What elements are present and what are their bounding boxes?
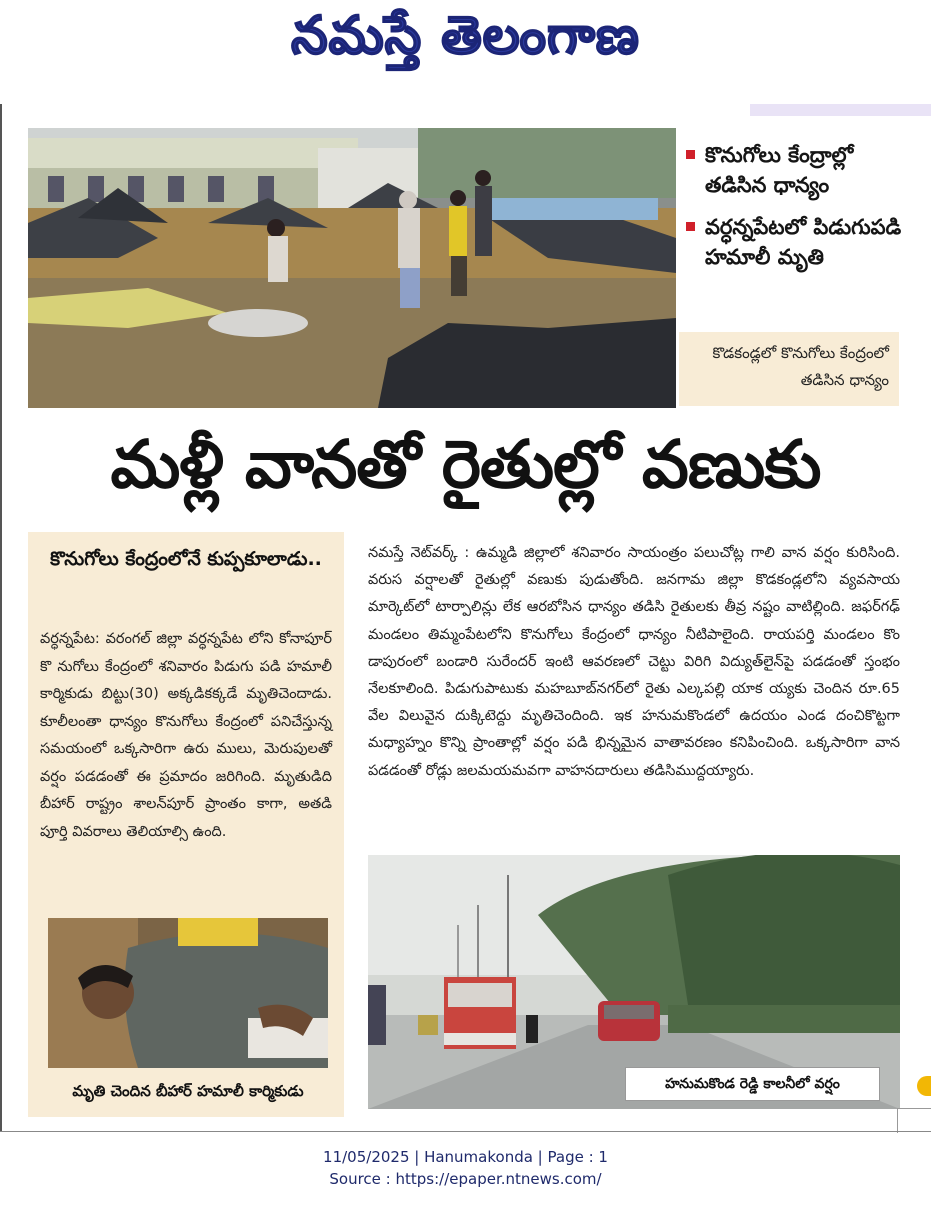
bullet-marker xyxy=(686,222,695,231)
newspaper-logo: నమస్తే తెలంగాణ xyxy=(291,6,640,66)
photo-caption: కొడకండ్లలో కొనుగోలు కేంద్రంలో తడిసిన ధాన్యం xyxy=(679,332,899,406)
footer-source: Source : https://epaper.ntnews.com/ xyxy=(329,1170,602,1188)
page-border-bottom xyxy=(0,1131,931,1132)
page-tab-marker xyxy=(917,1076,931,1096)
page-border-left xyxy=(0,104,2,1132)
footer xyxy=(0,1146,931,1190)
footer-edition-info: 11/05/2025 | Hanumakonda | Page : 1 xyxy=(323,1148,608,1166)
photo-caption: మృతి చెందిన బీహార్ హమాలీ కార్మికుడు xyxy=(72,1082,304,1100)
bullet-text: వర్ధన్నపేటలో పిడుగుపడి హమాలీ మృతి xyxy=(705,215,902,269)
masthead xyxy=(0,0,931,86)
main-story-text: నమస్తే నెట్‌వర్క్ : ఉమ్మడి జిల్లాలో శనివారం సాయంత్రం పలుచోట్ల గాలి వాన వర్షం కురిసింది. వరుస వర్షాలతో రైతుల్లో వణుకు పుడుతోంది. జనగామ జిల్లా కొడకండ్లలోని వ్యవసాయ మార్కెట్‌లో టార్పాలిన్లు లేక ఆరబోసిన ధాన్యం తడిసి రైతులకు తీవ్ర నష్టం వాటిల్లింది. జఫర్‌గఢ్ మండలం తిమ్మంపేటలోని కొనుగోలు కేంద్రంలో ధాన్యం నీటిపాలైంది. రాయపర్తి మండలం కొం డాపురంలో బండారి సురేందర్ ఇంటి ఆవరణలో చెట్టు విరిగి విద్యుత్‌లైన్‌పై పడడంతో స్తంభం నేలకూలింది. పిడుగుపాటుకు మహబూబ్‌నగర్‌లో రైతు ఎల్కపల్లి యాక య్యకు చెందిన రూ.65 వేల విలువైన దుక్కిటెద్దు మృతిచెందింది. ఇక హనుమకొండలో ఉదయం ఎండ దంచికొట్టగా మధ్యాహ్నం కొన్ని ప్రాంతాల్లో వర్షం పడి భిన్నమైన వాతావరణం కనిపించింది. ఒక్కసారిగా వాన పడడంతో రోడ్లు జలమయమవగా వాహనదారులు తడిసిముద్దయ్యారు. xyxy=(368,545,900,779)
photo-caption: హనుమకొండ రెడ్డి కాలనీలో వర్షం xyxy=(625,1067,880,1101)
sidebar-title: కొనుగోలు కేంద్రంలోనే కుప్పకూలాడు.. xyxy=(50,548,322,570)
sidebar-body: వర్ధన్నపేట: వరంగల్ జిల్లా వర్ధన్నపేట లోని కోనాపూర్ కొ నుగోలు కేంద్రంలో శనివారం పిడుగు పడి హమాలీ కార్మికుడు బిట్టు(30) అక్కడికక్కడే మృతిచెందాడు. కూలీలంతా ధాన్యం కొనుగోలు కేంద్రంలో పనిచేస్తున్న సమయంలో ఒక్కసారిగా ఉరు ములు, మెరుపులతో వర్షం పడడంతో ఈ ప్రమాదం జరిగింది. మృతుడిది బీహార్ రాష్ట్రం శాలన్‌పూర్ ప్రాంతం కాగా, అతడి పూర్తి వివరాలు తెలియాల్సి ఉంది. xyxy=(40,631,332,840)
photo-wet-grain-market xyxy=(28,128,676,408)
bullet-marker xyxy=(686,150,695,159)
photo-deceased-worker xyxy=(48,918,328,1068)
story-bullets xyxy=(684,140,914,284)
corner-mark xyxy=(897,1108,931,1133)
bullet-item xyxy=(684,212,914,272)
bullet-text: కొనుగోలు కేంద్రాల్లో తడిసిన ధాన్యం xyxy=(705,143,854,197)
headline: మళ్లీ వానతో రైతుల్లో వణుకు xyxy=(110,426,821,503)
bullet-item xyxy=(684,140,914,200)
header-stripe xyxy=(750,104,931,116)
